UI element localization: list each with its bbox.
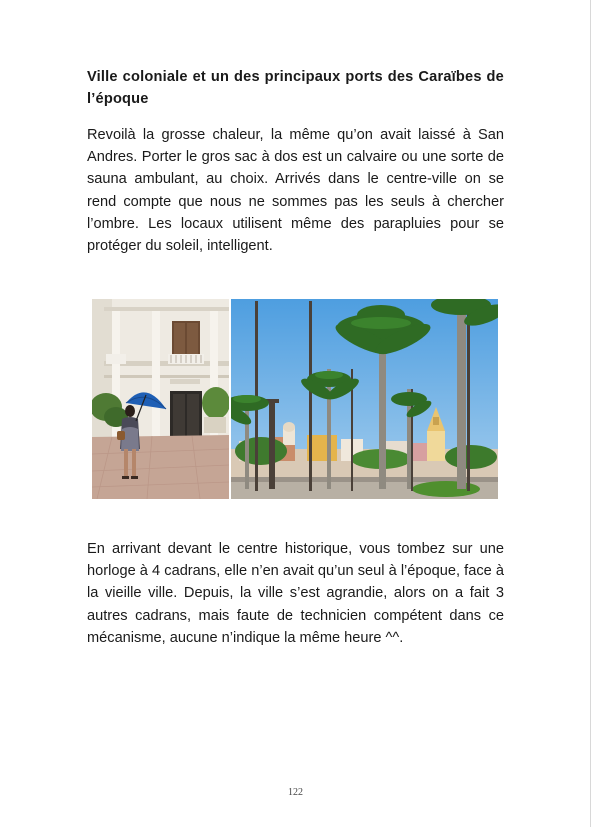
text-block-top	[87, 66, 504, 257]
paragraph-heat: Revoilà la grosse chaleur, la même qu’on avait laissé à San Andres. Porter le gros sac à dos est un calvaire ou une sorte de sauna ambulant, au choix. Arrivés dans le centre-ville on se rend compte que nous ne sommes pas les seuls à chercher l’ombre. Les locaux utilisent même des parapluies pour se protéger du soleil, intelligent.	[87, 127, 504, 255]
photo-woman-umbrella	[92, 299, 229, 499]
paragraph-clock: En arrivant devant le centre historique, vous tombez sur une horloge à 4 cadrans, elle n’en avait qu’un seul à l’époque, face à la vieille ville. Depuis, la ville s’est agrandie, alors on a fait 3 autres cadrans, mais faute de technicien compétent dans ce mécanisme, aucune n’indique la même heure ^^.	[87, 541, 504, 646]
photo-palm-plaza	[231, 299, 498, 499]
photo-strip	[92, 299, 498, 499]
page-number: 122	[288, 787, 303, 798]
section-heading: Ville coloniale et un des principaux ports des Caraïbes de l’époque	[87, 69, 504, 107]
